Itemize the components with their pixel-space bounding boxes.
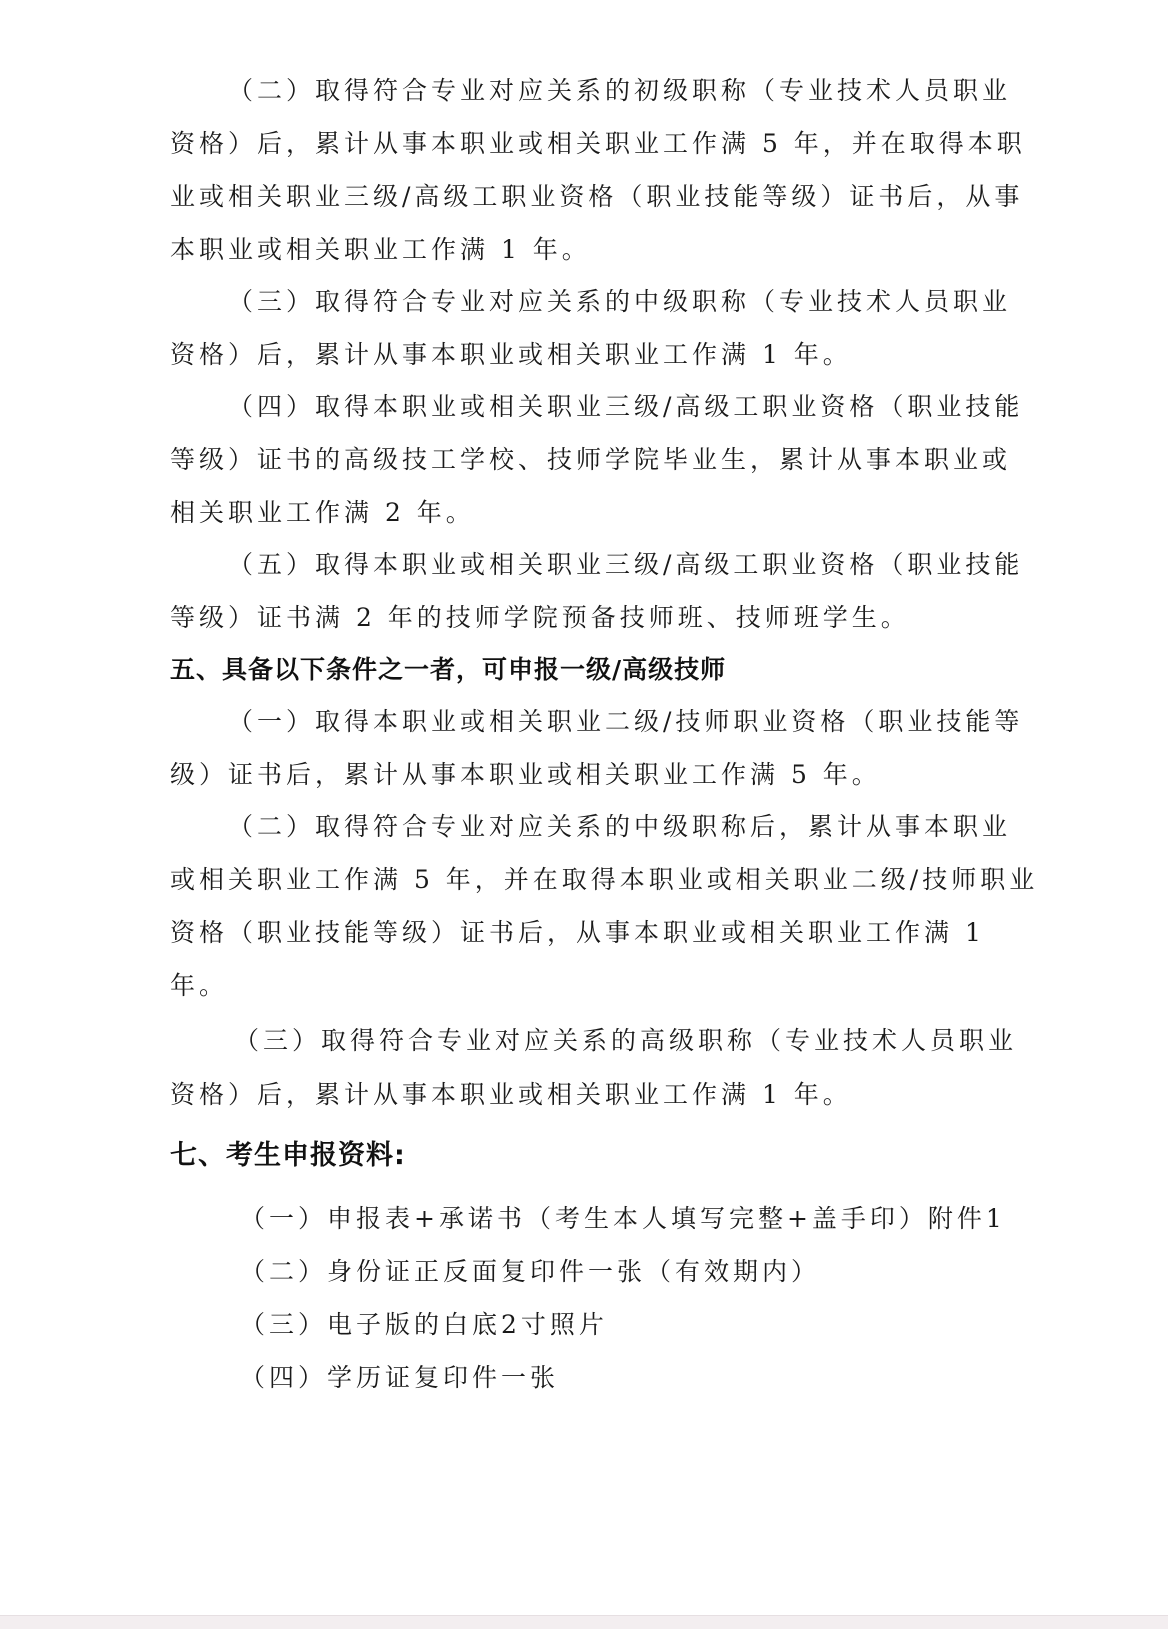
paragraph-line: 年。 [170, 971, 229, 1000]
paragraph-line: 资格（职业技能等级）证书后，从事本职业或相关职业工作满 1 [170, 918, 985, 947]
paragraph-line: （二）取得符合专业对应关系的初级职称（专业技术人员职业 [228, 76, 1012, 105]
paragraph-line: 资格）后，累计从事本职业或相关职业工作满 5 年，并在取得本职 [170, 129, 1026, 158]
paragraph-line: 等级）证书的高级技工学校、技师学院毕业生，累计从事本职业或 [170, 445, 1012, 474]
paragraph-line: 等级）证书满 2 年的技师学院预备技师班、技师班学生。 [170, 603, 910, 632]
paragraph-line: 资格）后，累计从事本职业或相关职业工作满 1 年。 [170, 340, 852, 369]
section-heading: 五、具备以下条件之一者，可申报一级/高级技师 [170, 655, 727, 684]
list-item: （二）身份证正反面复印件一张（有效期内） [240, 1257, 821, 1286]
list-item: （三）电子版的白底2寸照片 [240, 1310, 608, 1339]
paragraph-line: （四）取得本职业或相关职业三级/高级工职业资格（职业技能 [228, 392, 1024, 421]
paragraph-line: （五）取得本职业或相关职业三级/高级工职业资格（职业技能 [228, 550, 1024, 579]
list-item: （四）学历证复印件一张 [240, 1363, 560, 1392]
paragraph-line: （三）取得符合专业对应关系的高级职称（专业技术人员职业 [234, 1026, 1018, 1055]
paragraph-line: （三）取得符合专业对应关系的中级职称（专业技术人员职业 [228, 287, 1012, 316]
section-heading: 七、考生申报资料: [170, 1140, 406, 1171]
viewer-bottom-strip [0, 1615, 1168, 1629]
list-item: （一）申报表+承诺书（考生本人填写完整+盖手印）附件1 [240, 1204, 1006, 1233]
paragraph-line: 级）证书后，累计从事本职业或相关职业工作满 5 年。 [170, 760, 881, 789]
paragraph-line: 或相关职业工作满 5 年，并在取得本职业或相关职业二级/技师职业 [170, 865, 1039, 894]
paragraph-line: 相关职业工作满 2 年。 [170, 498, 475, 527]
paragraph-line: （二）取得符合专业对应关系的中级职称后，累计从事本职业 [228, 812, 1012, 841]
paragraph-line: 本职业或相关职业工作满 1 年。 [170, 235, 591, 264]
paragraph-line: 资格）后，累计从事本职业或相关职业工作满 1 年。 [170, 1080, 852, 1109]
paragraph-line: （一）取得本职业或相关职业二级/技师职业资格（职业技能等 [228, 707, 1024, 736]
paragraph-line: 业或相关职业三级/高级工职业资格（职业技能等级）证书后，从事 [170, 182, 1024, 211]
